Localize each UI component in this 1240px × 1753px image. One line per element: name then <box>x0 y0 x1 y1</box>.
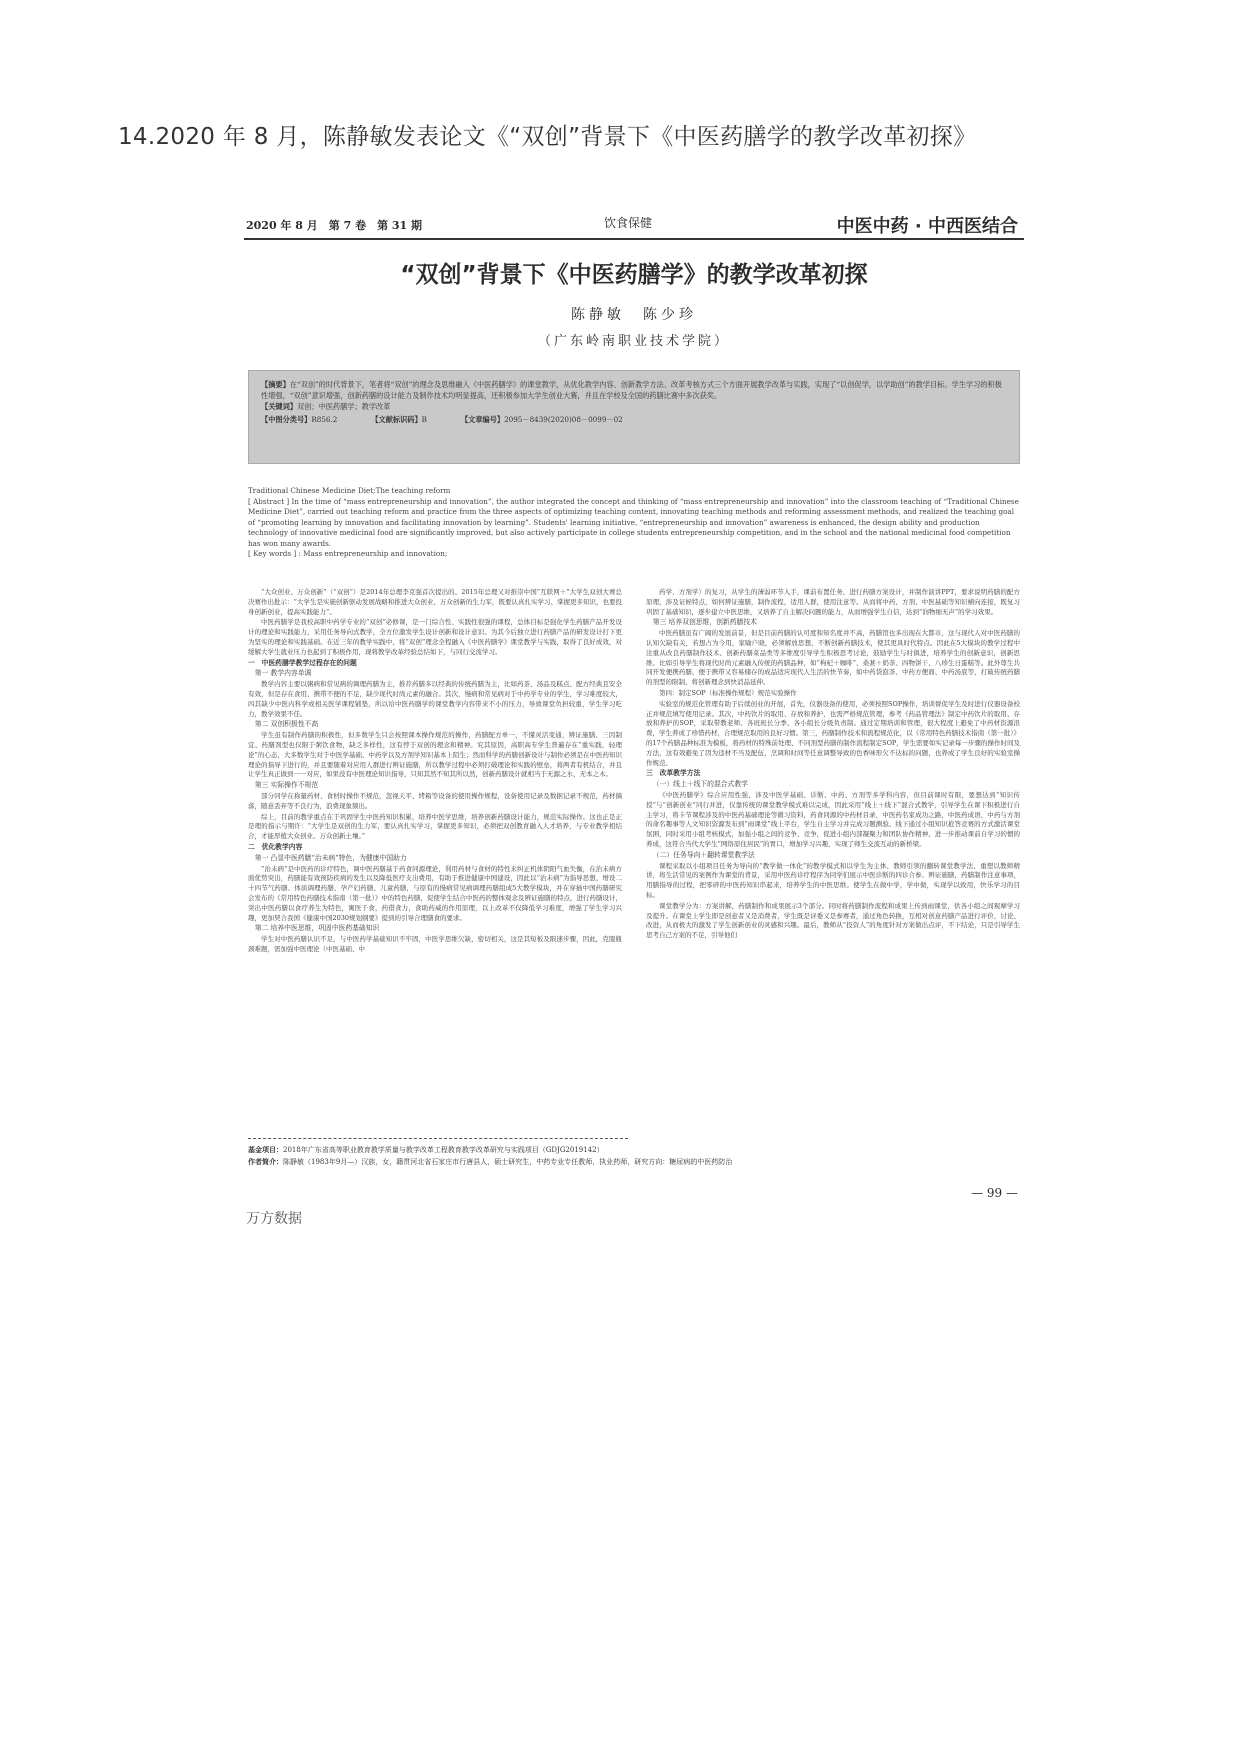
clc-number <box>261 414 337 425</box>
article-scan <box>244 200 1024 1380</box>
body-column-left <box>248 588 622 1118</box>
article-authors: 陈静敏 陈少珍 <box>571 307 697 323</box>
body-paragraph: “大众创业、万众创新”（“双创”）是2014年总理李克强首次提出的。2015年总理又对推崇中国“互联网＋”大学生双创大赛总决赛作出批示：“大学生是实施创新驱动发展战略和推进大众创业、万众创新的生力军，既要认真扎实学习、掌握更多知识，也要投身创新创业，提高实践能力”。 <box>248 588 622 616</box>
article-number <box>461 414 623 425</box>
body-paragraph: 中医药膳虽有广阔的发展前景，但是目前药膳的认可度和知名度并不高，药膳馆也多出现在大都市，这与现代人对中医药膳的认知欠缺有关，若想占为今用，家喻户晓，必须解放思想，不断创新药膳技术，使其更具时代特点。因此在5大模块的教学过程中注重从改良药膳制作技术、创新药膳菜品类等多维度引导学生积极思考讨论，鼓励学生与时俱进，培养学生的创新意识，创新思维。比如引导学生将现代时尚元素融入传统的药膳品种，如“枸杞＋咖啡”、桑葚＋奶茶、四物饼干、八珍生日蛋糕等。此外尊生共同开发便携药膳，便于携带又容易储存的成品适应现代人生活的快节奏，如中药袋泡茶、中药方便面、中药汤底等，打破传统药膳的剂型的限制，将创新理念到快消品延伸。 <box>646 629 1020 687</box>
body-columns <box>248 588 1020 1118</box>
body-paragraph: 实验室的规范化管理有助于后续创业的开展，首先，仪器设备的使用，必须按照SOP操作，培训督促学生及时进行仪器设备校正并规范填写使用记录。其次，中药饮片的取用、存放和养护，也需严格规范管理，参考《药品管理法》制定中药饮片的取用、存放和养护的SOP，采取带教老师、各班班长分季、各小组长分级负责制。通过定期培训和管理，很大程度上避免了中药材资源浪费，学生养成了珍惜药材，合理规范取用的良好习惯。第三，药膳制作技术和流程规范化，以《常用特色药膳技术指南（第一批）》的17个药膳品种标准为模板，将药材的特殊前处理、不同剂型药膳的制作流程制定SOP，学生需要如实记录每一步骤的操作时间及方法，这有效避免了因为违材不当及配伍，烹调和时间等任意调整导致的色香味形欠不达标的问题，也养成了学生良好的实验室操作规范。 <box>646 699 1020 767</box>
journal-issue: 2020 年 8 月 第 7 卷 第 31 期 <box>246 219 423 232</box>
journal-header <box>244 212 1024 236</box>
keywords-text: 双创；中医药膳学；教学改革 <box>296 402 391 411</box>
abstract-label: 【摘要】 <box>261 380 290 389</box>
body-paragraph: 学生对中医药膳认识不足，与中医药学基础知识不牢固，中医学思维欠缺，密切相关，这是其短板及限速步骤，因此，克服瓶颈难题，需加强中医理论（中医基础、中 <box>248 935 622 953</box>
doccode-label: 【文献标识码】 <box>371 415 422 424</box>
articleno-label: 【文章编号】 <box>460 415 505 424</box>
body-paragraph: “治未病”是中医药的诊疗特色，调中医药膳基于药食同源理论，利用药材与食材的特性来纠正机体阴阳气血失衡，在治未病方面优势突出，药膳能有效预防疾病的发生以及降低医疗支出费用，有助于推进健康中国建设，因此以“治未病”为指导思想，增设二十四节气药膳、体质调理药膳、孕产妇药膳、儿童药膳，与原有的慢病常见病调理药膳组成5大教学模块，并在穿插中国药膳研究会发布的《常用特色药膳技术指南（第一批）》中的特色药膳，促使学生结合中医药的整体观念及辨证施膳的特点，进行药膳设计，突出中医药膳以食疗养生为特色，寓医于食，药借食力，食助药威的作用原理，以上改革不仅降低学习难度，增强了学生学习兴趣，更加契合我国《健康中国2030规划纲要》提到的引导合理膳食的要求。 <box>248 864 622 922</box>
document-caption: 14.2020 年 8 月，陈静敏发表论文《“双创”背景下《中医药膳学的教学改革初探》 <box>118 124 977 150</box>
header-rule <box>244 238 1024 240</box>
source-watermark: 万方数据 <box>246 1211 302 1227</box>
articleno-value: 2095－8439(2020)08－0099－02 <box>504 415 623 424</box>
section-heading: （一）线上＋线下的混合式教学 <box>652 780 748 789</box>
author-note <box>248 1156 1020 1168</box>
article-affiliation: （广东岭南职业技术学院） <box>537 334 730 349</box>
section-heading: 第一 教学内容单调 <box>254 669 312 678</box>
english-title: Traditional Chinese Medicine Diet;The teaching reform <box>248 486 451 495</box>
page-number: — 99 — <box>971 1186 1018 1200</box>
body-paragraph: 药学、方剂学）的复习，从学生的薄弱环节入手，课前布置任务，进行药膳方案设计，并制作演讲PPT，要求说明药膳的配方原理，涉及证候特点，如何辨证施膳，制作流程，适用人群，使用注意等。从而将中药、方剂、中医基础等知识横向连接，既复习巩固了基础知识，逐步建立中医思维，又培养了自主解决问题的能力，从而增强学生自信，达到“润物细无声”的学习效果。 <box>646 588 1020 616</box>
journal-section: 饮食保健 <box>604 216 653 230</box>
keywords-label: 【关键词】 <box>261 402 297 411</box>
fund-note <box>248 1144 1020 1156</box>
keywords <box>261 401 1007 412</box>
body-paragraph: 《中医药膳学》综合应用性强，涉及中医学基础、诊断、中药、方剂等多学科内容，但目前课时有限，要想达到“知识传授”与“创新创业”同行并进，仅靠传统的课堂教学模式难以完成，因此采用“线上＋线下”混合式教学，引导学生在课下积极进行自主学习，将卡节课程涉及的中医药基础理论等微习资料，药食同源的中药材目录，中医药名家成功之路，中医药成语，中药与方剂的命名趣事等人文知识资源发布到“雨课堂”线上平台，学生自主学习并完成习题测验。线下通过小组知识抢答竞赛的方式激活课堂氛围，同时采用小组考核模式，加强小组之间的竞争、竞争，促进小组内部凝聚力和团队协作精神，进一步推动课前自学习的惯的养成，这符合当代大学生“网络原住居民”的胃口，增加学习兴趣，实现了师生交流互动的新桥梁。 <box>646 790 1020 848</box>
classification-row <box>261 414 1007 425</box>
section-heading: 三 改革教学方法 <box>646 769 701 778</box>
article-title: “双创”背景下《中医药膳学》的教学改革初探 <box>400 262 868 288</box>
fund-text: 2018年广东省高等职业教育教学质量与教学改革工程教育教学改革研究与实践项目（GDJG2019142） <box>283 1146 604 1154</box>
fund-label: 基金项目： <box>248 1145 283 1154</box>
clc-label: 【中图分类号】 <box>261 415 312 424</box>
section-heading: 一 中医药膳学教学过程存在的问题 <box>248 658 357 667</box>
english-abstract-block <box>248 486 1020 560</box>
body-column-right <box>646 588 1020 1118</box>
body-paragraph: 课程采取以小组项目任务为导向的“教学做一体化”的教学模式和以学生为主体、教师引领的翻转课堂教学法，重塑以教师精讲，将生活常见的案例作为课堂的背景，采用中医药诊疗程序为同学们展示中医诊断的四诊合参、辨证施膳，药膳制作注意事项，用膳指导的过程，把零碎的中医药知识串起来，培养学生的中医思维。使学生在做中学，学中做，实现学以致用，快乐学习的目标。 <box>646 861 1020 899</box>
doccode-value: B <box>421 415 427 424</box>
body-paragraph: 中医药膳学是我校高职中药学专业的“双创”必修课，是一门综合性、实践性很强的课程，总体目标是强化学生药膳产品开发设计的理论和实践能力，采用任务导向式教学，全方位激发学生设计创新和设计意识。为其今后独立进行药膳产品的研发设计打下更为坚实的理论和实践基础。在近三年的教学实践中，将“双创”理念全程融入《中医药膳学》课堂教学与实践，取得了良好成效，对缓解大学生就业压力也起到了积极作用，现将教学改革经验总结如下，与同行交流学习。 <box>248 618 622 656</box>
section-heading: 第三 实际操作不规范 <box>254 781 319 790</box>
body-paragraph: 学生虽有制作药膳的积极性，但多数学生只会按照课本操作规范的操作，药膳配方单一，不懂灵活变通，辨证施膳、三因制宜、药膳剂型也仅限于粥饮食物，缺乏多样性，这有悖于双创的理念和精神。究其原因，高职高专学生普遍存在“重实践，轻理论”的心态，大多数学生对于中医学基础、中药学以及方剂学知识基本上陌生；然而科学的药膳创新设计与制作必须是在中医药知识理论的指导下进行的，并且要随着对应用人群进行辨证施膳，所以教学过程中必须打破理论和实践的壁垒，将两者有机结合，并且让学生真正做到一一对应，如果没有中医理论知识指导，只知其然不知其所以然，创新药膳设计就相当于无源之水，无本之木。 <box>248 731 622 779</box>
document-code <box>371 414 427 425</box>
english-keywords: [ Key words ] : Mass entrepreneurship and innovation; <box>248 549 448 558</box>
section-heading: 第二 培养中医思维，巩固中医药基础知识 <box>254 924 380 933</box>
body-paragraph: 课堂教学分为：方案讲解，药膳制作和成果展示3个部分。同时将药膳制作流程和成果上传到雨课堂，供各小组之间观摩学习及提升。在课堂上学生即是创意者又是消费者，学生既是评委又是参赛者，通过角色转换，互相对创意药膳产品进行评价，讨论、改进，从而极大的激发了学生创新创业的灵感和兴趣。最后，教师从“投资人”的角度针对方案做出点评，不下结论，只是引导学生思考自己方案的不足，引导他们 <box>646 901 1020 940</box>
body-paragraph: 部分同学在称量药材、食材时操作不规范，忽视天平、烤箱等设备的使用操作规程，设备使用记录及数据记录不规范，药材摘落，随意丢弃等不良行为，浪费现象频出。 <box>248 791 622 810</box>
abstract <box>261 379 1007 401</box>
author-note-text: 陈静敏（1983年9月—）汉族，女，籍贯河北省石家庄市行唐县人，硕士研究生，中药专业专任教师，执业药师，研究方向：糖尿病的中医药防治 <box>283 1158 733 1166</box>
footnote-rule <box>248 1138 628 1139</box>
clc-value: R856.2 <box>311 415 338 424</box>
author-note-label: 作者简介： <box>248 1157 283 1166</box>
body-paragraph: 综上，目前的教学重点在于巩固学生中医药知识积累，培养中医学思维，培养创新药膳设计能力，规范实际操作。这也正是正是理的指示与期许：“大学生是双创的生力军，要认真扎实学习，掌握更多知识，必须把双创教育融入人才培养，与专业教学相结合，才能厚植大众创业、万众创新土壤。” <box>248 812 622 841</box>
english-abstract: [ Abstract ] In the time of “mass entrepreneurship and innovation”, the author integrated the concept and thinking of “mass entrepreneurship and innovation” into the classroom teaching of “Traditional Chinese Medicine Diet”, carried out teaching reform and practice from the three aspects of optimizing teaching content, innovating teaching methods and reforming assessment methods, and realized the teaching goal of “promoting learning by innovation and facilitating innovation by learning”. Students' learning initiative, “entrepreneurship and innovation” awareness is enhanced, the design ability and production technology of innovative medicinal food are significantly improved, but also actively participate in college students entrepreneurship competition, and in the school and the national medicinal food competition has won many awards. <box>248 496 1019 548</box>
section-heading: 第二 双创积极性不高 <box>254 720 319 729</box>
abstract-text: 在“双创”的时代背景下，笔者将“双创”的理念及思维融入《中医药膳学》的课堂教学，从优化教学内容、创新教学方法、改革考核方式三个方面开展教学改革与实践，实现了“以创促学，以学助创”的教学目标。学生学习的积极性增强，“双创”意识增强，创新药膳的设计能力及制作技术均明显提高，还积极参加大学生创业大赛，并且在学校及全国的药膳比赛中多次获奖。 <box>261 380 1002 400</box>
section-heading: 第三 培养双创思维，创新药膳技术 <box>652 618 757 627</box>
journal-column: 中医中药 · 中西医结合 <box>836 216 1018 237</box>
abstract-box <box>248 370 1020 464</box>
body-paragraph: 第四：制定SOP（标准操作规程）规范实验操作 <box>659 688 797 697</box>
footnotes <box>248 1144 1020 1168</box>
section-heading: （二）任务导向＋翻转课堂教学法 <box>652 850 755 859</box>
body-paragraph: 教学内容主要以粥病和常见病的调理药膳为主，推荐药膳多以经典的传统药膳为主，比如药茶、汤品及糕点、配方经典且安全有效，但是存在食用、携带不便的不足，缺少现代时尚元素的融合。其次，慢病和常见病对于中药学专业的学生，学习难度较大，四其缺少中医内科学或相关医学课程铺垫，所以给中医药膳学的课堂教学内容带来不小的压力，导致课堂负担较重，学生学习吃力，教学效果不佳。 <box>248 680 622 718</box>
section-heading: 第一 凸显中医药膳“治未病”特色，为健康中国助力 <box>254 853 407 862</box>
section-heading: 二 优化教学内容 <box>248 842 303 851</box>
